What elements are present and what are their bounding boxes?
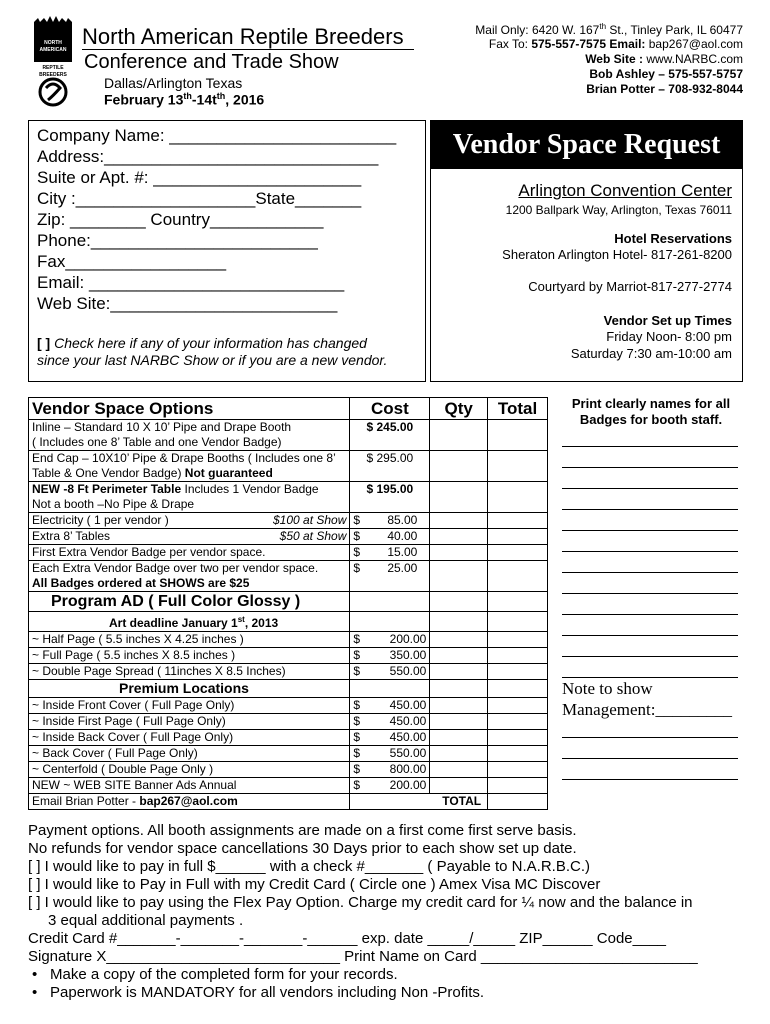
header-qty: Qty <box>430 398 488 420</box>
vendor-space-request-title: Vendor Space Request <box>431 121 742 169</box>
show-name: Conference and Trade Show <box>84 51 339 73</box>
total-cell[interactable] <box>488 561 548 592</box>
option-perimeter: NEW -8 Ft Perimeter Table Includes 1 Vendor Badge Not a booth –No Pipe & Drape <box>29 482 350 513</box>
option-electricity: Electricity ( 1 per vendor ) $100 at Show <box>29 513 350 529</box>
payment-intro: Payment options. All booth assignments are made on a first come first serve basis. <box>28 822 577 839</box>
table-row <box>29 451 548 482</box>
qty-cell[interactable] <box>430 482 488 513</box>
vendor-info-box <box>430 120 743 382</box>
total-cell[interactable] <box>488 451 548 482</box>
qty-cell[interactable] <box>430 420 488 451</box>
pay-by-check-option[interactable]: [ ] I would like to pay in full $______ with a check #_______ ( Payable to N.A.R.B.C.) <box>28 858 590 875</box>
list-item: • Make a copy of the completed form for your records. <box>28 966 748 984</box>
premium-cost: 450.00 <box>363 730 430 746</box>
qty-cell[interactable] <box>430 730 488 746</box>
show-dates: February $13th-14t^{th}$, 2016 <box>104 91 265 108</box>
svg-text:AMERICAN: AMERICAN <box>39 47 67 53</box>
table-row <box>29 592 548 612</box>
setup-heading: Vendor Set up Times <box>603 313 732 328</box>
badge-name-line[interactable] <box>562 446 738 447</box>
total-cell[interactable] <box>488 778 548 794</box>
table-row: ~ Half Page ( 5.5 inches X 4.25 inches ) $ 200.00 <box>29 632 548 648</box>
fax-field[interactable]: Fax_________________ <box>37 252 227 271</box>
list-item: • Paperwork is MANDATORY for all vendors including Non -Profits. <box>28 984 748 1002</box>
option-endcap: End Cap – 10X10’ Pipe & Drape Booths ( Includes one 8’ Table & One Vendor Badge) Not guaranteed <box>29 451 350 482</box>
extra-badge-cost: 25.00 <box>363 561 430 592</box>
badge-name-line[interactable] <box>562 530 738 531</box>
total-cell[interactable] <box>488 714 548 730</box>
address-field[interactable]: Address:_____________________________ <box>37 147 379 166</box>
electricity-cost: 85.00 <box>363 513 430 529</box>
note-to-management[interactable]: Note to show Management:_________ <box>562 679 732 719</box>
badge-name-line[interactable] <box>562 509 738 510</box>
svg-text:BREEDERS: BREEDERS <box>39 72 67 78</box>
table-row <box>29 420 548 451</box>
note-line[interactable] <box>562 758 738 759</box>
table-row: ~ Back Cover ( Full Page Only) $ 550.00 <box>29 746 548 762</box>
premium-cost: 450.00 <box>363 714 430 730</box>
payment-section <box>28 822 748 1002</box>
website: Web Site : www.NARBC.com <box>585 52 743 66</box>
option-extra-tables: Extra 8’ Tables $50 at Show <box>29 529 350 545</box>
qty-cell[interactable] <box>430 778 488 794</box>
table-row <box>29 612 548 632</box>
table-row <box>29 794 548 810</box>
premium-cost: 450.00 <box>363 698 430 714</box>
svg-text:NORTH: NORTH <box>44 40 62 46</box>
hotel-heading: Hotel Reservations <box>614 231 732 246</box>
flex-pay-continued: 3 equal additional payments . <box>48 912 244 929</box>
qty-cell[interactable] <box>430 664 488 680</box>
qty-cell[interactable] <box>430 746 488 762</box>
note-line[interactable] <box>562 779 738 780</box>
total-cell[interactable] <box>488 482 548 513</box>
setup-friday: Friday Noon- 8:00 pm <box>606 329 732 344</box>
header-cost: Cost <box>350 398 430 420</box>
table-row: NEW ~ WEB SITE Banner Ads Annual $ 200.00 <box>29 778 548 794</box>
info-changed-checkbox[interactable]: [ ] <box>37 335 51 351</box>
print-names-instruction: Print clearly names for all Badges for booth staff. <box>571 396 731 427</box>
total-cell[interactable] <box>488 513 548 529</box>
program-ad-heading: Program AD ( Full Color Glossy ) <box>29 592 350 612</box>
endcap-cost: $ 295.00 <box>350 451 430 482</box>
premium-item: NEW ~ WEB SITE Banner Ads Annual <box>29 778 350 794</box>
premium-cost: 800.00 <box>363 762 430 778</box>
badge-name-line[interactable] <box>562 635 738 636</box>
premium-cost: 550.00 <box>363 746 430 762</box>
vendor-options-table <box>28 397 548 810</box>
qty-cell[interactable] <box>430 648 488 664</box>
total-label: TOTAL <box>350 794 488 810</box>
table-row: Each Extra Vendor Badge over two per vendor space. All Badges ordered at SHOWS are $25 $ 25.00 <box>29 561 548 592</box>
table-row: ~ Inside Back Cover ( Full Page Only) $ 450.00 <box>29 730 548 746</box>
ad-cost: 350.00 <box>363 648 430 664</box>
premium-heading: Premium Locations <box>29 680 350 698</box>
inline-cost: $ 245.00 <box>350 420 430 451</box>
qty-cell[interactable] <box>430 513 488 529</box>
setup-saturday: Saturday 7:30 am-10:00 am <box>570 346 732 361</box>
total-cell[interactable] <box>488 664 548 680</box>
total-cell[interactable] <box>488 746 548 762</box>
table-row: Electricity ( 1 per vendor ) $100 at Show $ 85.00 <box>29 513 548 529</box>
badge-name-line[interactable] <box>562 593 738 594</box>
org-name-underline <box>82 49 414 50</box>
qty-cell[interactable] <box>430 762 488 778</box>
venue-name: Arlington Convention Center <box>518 181 732 200</box>
table-row: First Extra Vendor Badge per vendor space. $ 15.00 <box>29 545 548 561</box>
option-first-badge: First Extra Vendor Badge per vendor space. <box>29 545 350 561</box>
total-cell[interactable] <box>488 632 548 648</box>
pay-by-card-option[interactable]: [ ] I would like to Pay in Full with my Credit Card ( Circle one ) Amex Visa MC Discover <box>28 876 601 893</box>
total-cell[interactable] <box>488 762 548 778</box>
total-cell[interactable] <box>488 698 548 714</box>
company-name-field[interactable]: Company Name: ________________________ <box>37 126 397 145</box>
suite-field[interactable]: Suite or Apt. #: ______________________ <box>37 168 362 187</box>
ad-cost: 550.00 <box>363 664 430 680</box>
qty-cell[interactable] <box>430 451 488 482</box>
hotel-courtyard: Courtyard by Marriot-817-277-2774 <box>528 279 732 294</box>
premium-item: ~ Inside First Page ( Full Page Only) <box>29 714 350 730</box>
total-cell[interactable] <box>488 529 548 545</box>
premium-item: ~ Centerfold ( Double Page Only ) <box>29 762 350 778</box>
badge-name-line[interactable] <box>562 656 738 657</box>
badge-name-line[interactable] <box>562 551 738 552</box>
total-cell[interactable] <box>488 420 548 451</box>
mail-address: Mail Only: 6420 W. 167th St., Tinley Park, IL 60477 <box>475 22 743 37</box>
website-field[interactable]: Web Site:________________________ <box>37 294 338 313</box>
contact-brian: Brian Potter – 708-932-8044 <box>586 82 743 96</box>
table-header-row <box>29 398 548 420</box>
table-row: ~ Double Page Spread ( 11inches X 8.5 Inches) $ 550.00 <box>29 664 548 680</box>
table-row <box>29 680 548 698</box>
premium-item: ~ Back Cover ( Full Page Only) <box>29 746 350 762</box>
contact-bob: Bob Ashley – 575-557-5757 <box>589 67 743 81</box>
org-name: North American Reptile Breeders <box>82 24 404 49</box>
fax-email: Fax To: 575-557-7575 Email: bap267@aol.com <box>488 37 743 51</box>
show-location: Dallas/Arlington Texas <box>104 75 243 91</box>
credit-card-field[interactable]: Credit Card #_______-_______-_______-______ exp. date _____/_____ ZIP______ Code____ <box>28 930 667 947</box>
ad-contact-email: Email Brian Potter - bap267@aol.com <box>29 794 350 810</box>
city-state-field[interactable]: City :___________________State_______ <box>37 189 362 208</box>
premium-cost: 200.00 <box>363 778 430 794</box>
table-row: ~ Inside Front Cover ( Full Page Only) $ 450.00 <box>29 698 548 714</box>
table-row: Extra 8’ Tables $50 at Show $ 40.00 <box>29 529 548 545</box>
option-extra-badge: Each Extra Vendor Badge over two per vendor space. All Badges ordered at SHOWS are $25 <box>29 561 350 592</box>
venue-address: 1200 Ballpark Way, Arlington, Texas 76011 <box>505 203 732 217</box>
tables-cost: 40.00 <box>363 529 430 545</box>
table-row: ~ Centerfold ( Double Page Only ) $ 800.00 <box>29 762 548 778</box>
ad-half-page: ~ Half Page ( 5.5 inches X 4.25 inches ) <box>29 632 350 648</box>
grand-total-cell[interactable] <box>488 794 548 810</box>
ad-double-page: ~ Double Page Spread ( 11inches X 8.5 Inches) <box>29 664 350 680</box>
qty-cell[interactable] <box>430 561 488 592</box>
header-total: Total <box>488 398 548 420</box>
qty-cell[interactable] <box>430 632 488 648</box>
signature-field[interactable]: Signature X____________________________ Print Name on Card __________________________ <box>28 948 698 965</box>
table-row: ~ Full Page ( 5.5 inches X 8.5 inches ) $ 350.00 <box>29 648 548 664</box>
svg-text:REPTILE: REPTILE <box>42 65 64 71</box>
hotel-sheraton: Sheraton Arlington Hotel- 817-261-8200 <box>502 247 732 262</box>
total-cell[interactable] <box>488 545 548 561</box>
badge-name-line[interactable] <box>562 467 738 468</box>
qty-cell[interactable] <box>430 698 488 714</box>
badge-name-line[interactable] <box>562 572 738 573</box>
badge-name-line[interactable] <box>562 488 738 489</box>
note-line[interactable] <box>562 737 738 738</box>
zip-country-field[interactable]: Zip: ________ Country____________ <box>37 210 324 229</box>
ad-full-page: ~ Full Page ( 5.5 inches X 8.5 inches ) <box>29 648 350 664</box>
header-options: Vendor Space Options <box>29 398 350 420</box>
first-badge-cost: 15.00 <box>363 545 430 561</box>
notes-list <box>28 966 748 1002</box>
ad-deadline: Art deadline January 1st, 2013 <box>29 612 350 632</box>
qty-cell[interactable] <box>430 545 488 561</box>
perimeter-cost: $ 195.00 <box>350 482 430 513</box>
total-cell[interactable] <box>488 730 548 746</box>
company-info-box <box>28 120 426 382</box>
phone-field[interactable]: Phone:________________________ <box>37 231 318 250</box>
table-row <box>29 482 548 513</box>
qty-cell[interactable] <box>430 714 488 730</box>
ad-cost: 200.00 <box>363 632 430 648</box>
premium-item: ~ Inside Back Cover ( Full Page Only) <box>29 730 350 746</box>
premium-item: ~ Inside Front Cover ( Full Page Only) <box>29 698 350 714</box>
email-field[interactable]: Email: ___________________________ <box>37 273 345 292</box>
table-row: ~ Inside First Page ( Full Page Only) $ 450.00 <box>29 714 548 730</box>
refund-policy: No refunds for vendor space cancellations 30 Days prior to each show set up date. <box>28 840 577 857</box>
total-cell[interactable] <box>488 648 548 664</box>
qty-cell[interactable] <box>430 529 488 545</box>
badge-name-line[interactable] <box>562 614 738 615</box>
flex-pay-option[interactable]: [ ] I would like to pay using the Flex Pay Option. Charge my credit card for ¼ now and the balance in <box>28 894 693 911</box>
narbc-logo <box>30 16 76 108</box>
info-changed-note: [ ] Check here if any of your information has changed since your last NARBC Show or if you are a new vendor. <box>37 335 388 368</box>
option-inline: Inline – Standard 10 X 10’ Pipe and Drape Booth ( Includes one 8’ Table and one Vendor Badge) <box>29 420 350 451</box>
